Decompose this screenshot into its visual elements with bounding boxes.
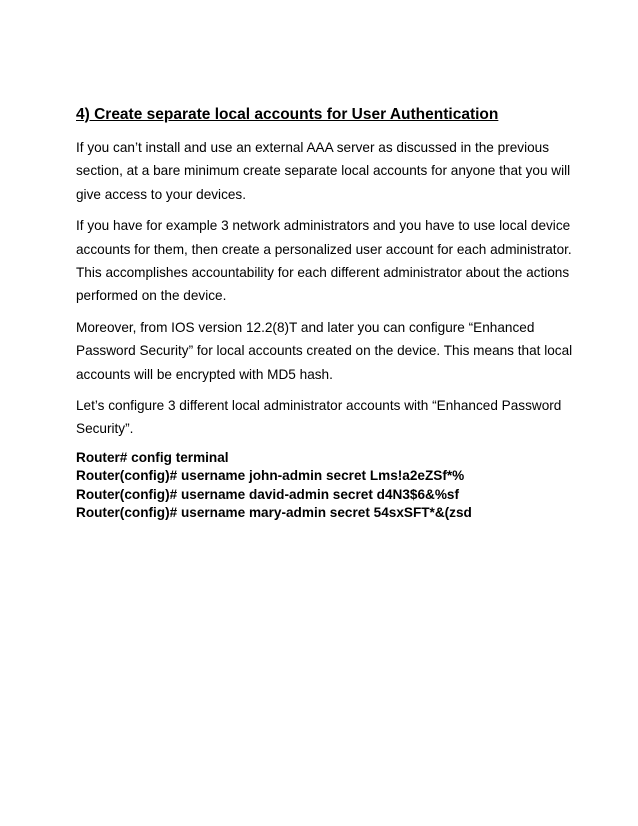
paragraph-enhanced-security: Moreover, from IOS version 12.2(8)T and later you can configure “Enhanced Password Security” for local accounts created on the device. This means that local accounts will be encrypted with MD5 hash. [76,319,573,382]
code-line-david-admin: Router(config)# username david-admin secret d4N3$6&%sf [76,486,459,502]
section-heading: 4) Create separate local accounts for User Authentication [76,106,499,123]
paragraph-configure-intro: Let’s configure 3 different local administrator accounts with “Enhanced Password Security”. [76,398,562,437]
paragraph-aaa-fallback: If you can’t install and use an external AAA server as discussed in the previous section, at a bare minimum create separate local accounts for anyone that you will give access to your devices. [76,140,571,202]
code-line-john-admin: Router(config)# username john-admin secret Lms!a2eZSf*% [76,468,465,484]
paragraph-personalized-accounts: If you have for example 3 network administrators and you have to use local device accounts for them, then create a personalized user account for each administrator. This accomplishes accountability for each different administrator about the actions performed on the device. [76,218,572,304]
code-line-mary-admin: Router(config)# username mary-admin secret 54sxSFT*&(zsd [76,505,472,521]
config-code-block [76,449,576,523]
document-content [76,104,576,523]
code-line-config-terminal: Router# config terminal [76,449,229,465]
